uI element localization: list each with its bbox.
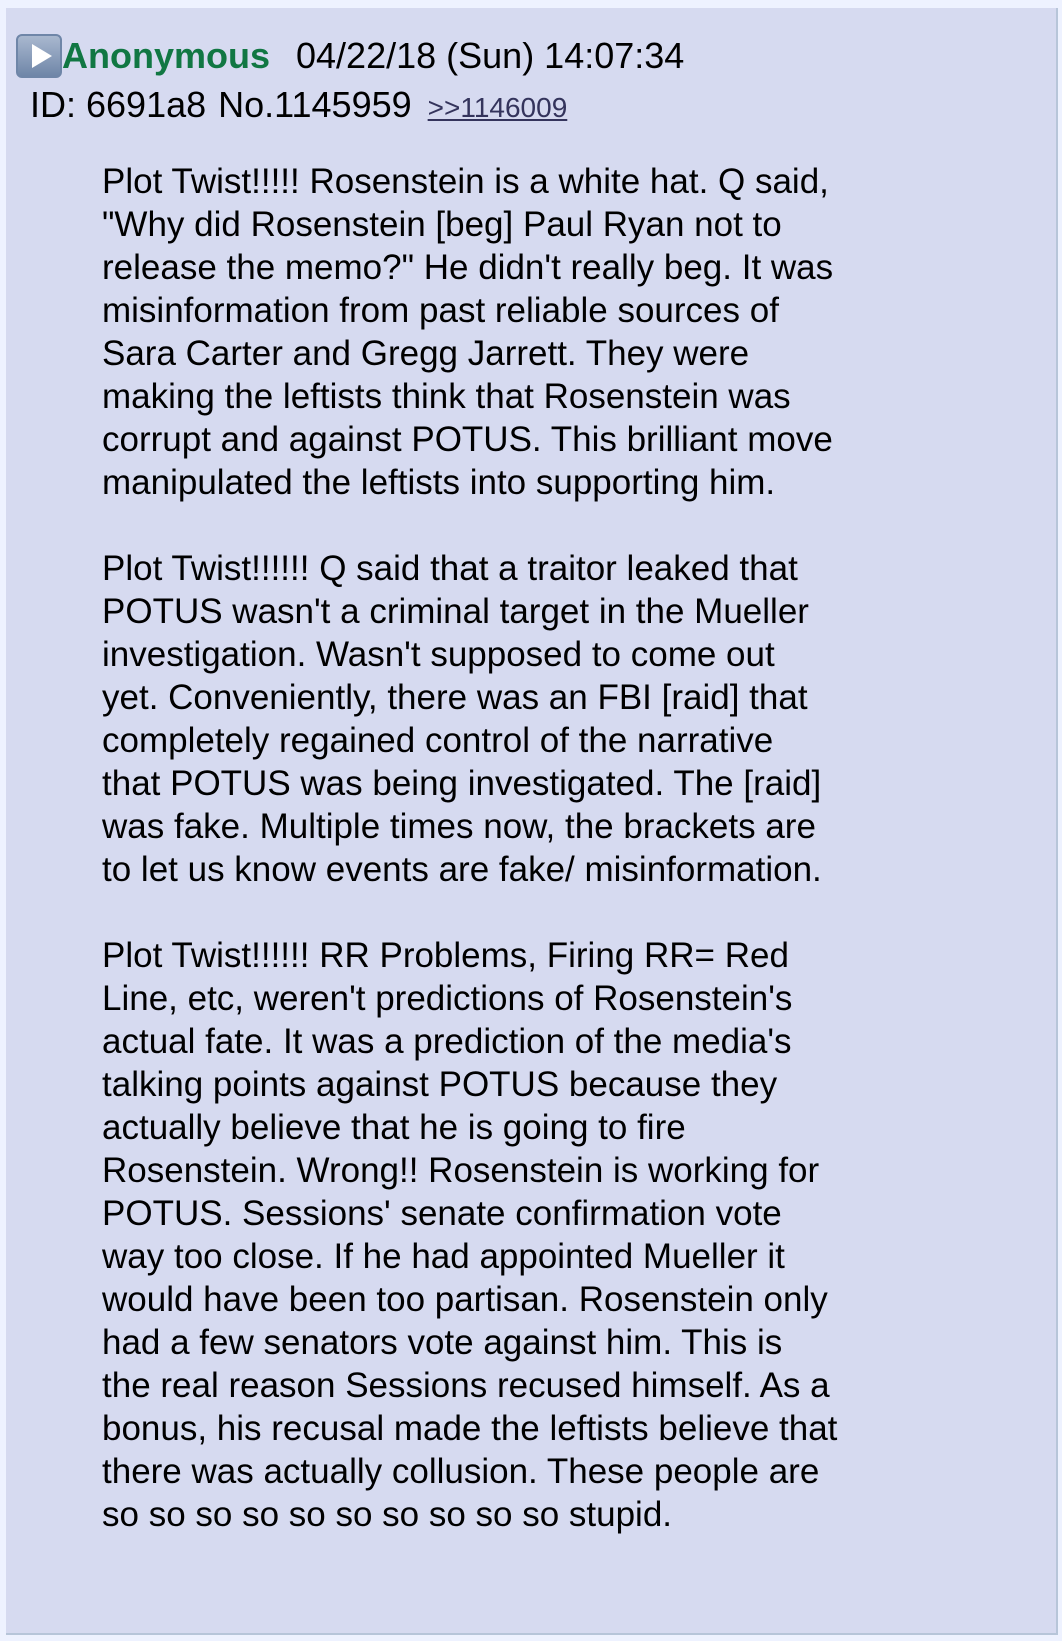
message-paragraph: Plot Twist!!!!!! RR Problems, Firing RR= Red Line, etc, weren't predictions of Rosenstein's actual fate. It was a prediction of the media's talking points against POTUS because they actually believe that he is going to fire Rosenstein. Wrong!! Rosenstein is working for POTUS. Sessions' senate confirmation vote way too close. If he had appointed Mueller it would have been too partisan. Rosenstein only had a few senators vote against him. This is the real reason Sessions recused himself. As a bonus, his recusal made the leftists believe that there was actually collusion. These people are so so so so so so so so so so stupid. — [102, 936, 838, 1534]
post-date: 04/22/18 (Sun) 14:07:34 — [296, 35, 685, 76]
post-container — [6, 8, 1058, 1635]
message-paragraph: Plot Twist!!!!!! Q said that a traitor leaked that POTUS wasn't a criminal target in the Mueller investigation. Wasn't supposed to come out yet. Conveniently, there was an FBI [raid] that completely regained control of the narrative that POTUS was being investigated. The [raid] was fake. Multiple times now, the brackets are to let us know events are fake/ misinformation. — [102, 549, 822, 889]
reply-backlink[interactable]: >>1146009 — [427, 92, 568, 123]
post-message — [102, 160, 1032, 1579]
poster-name: Anonymous — [62, 35, 271, 76]
post-header — [16, 32, 684, 80]
post-meta — [30, 84, 567, 128]
poster-id: ID: 6691a8 — [30, 84, 207, 125]
post-number[interactable]: No.1145959 — [218, 84, 412, 125]
message-paragraph: Plot Twist!!!!! Rosenstein is a white hat. Q said, "Why did Rosenstein [beg] Paul Ryan not to release the memo?" He didn't really beg. It was misinformation from past reliable sources of Sara Carter and Gregg Jarrett. They were making the leftists think that Rosenstein was corrupt and against POTUS. This brilliant move manipulated the leftists into supporting him. — [102, 162, 834, 502]
play-icon[interactable] — [16, 34, 62, 78]
